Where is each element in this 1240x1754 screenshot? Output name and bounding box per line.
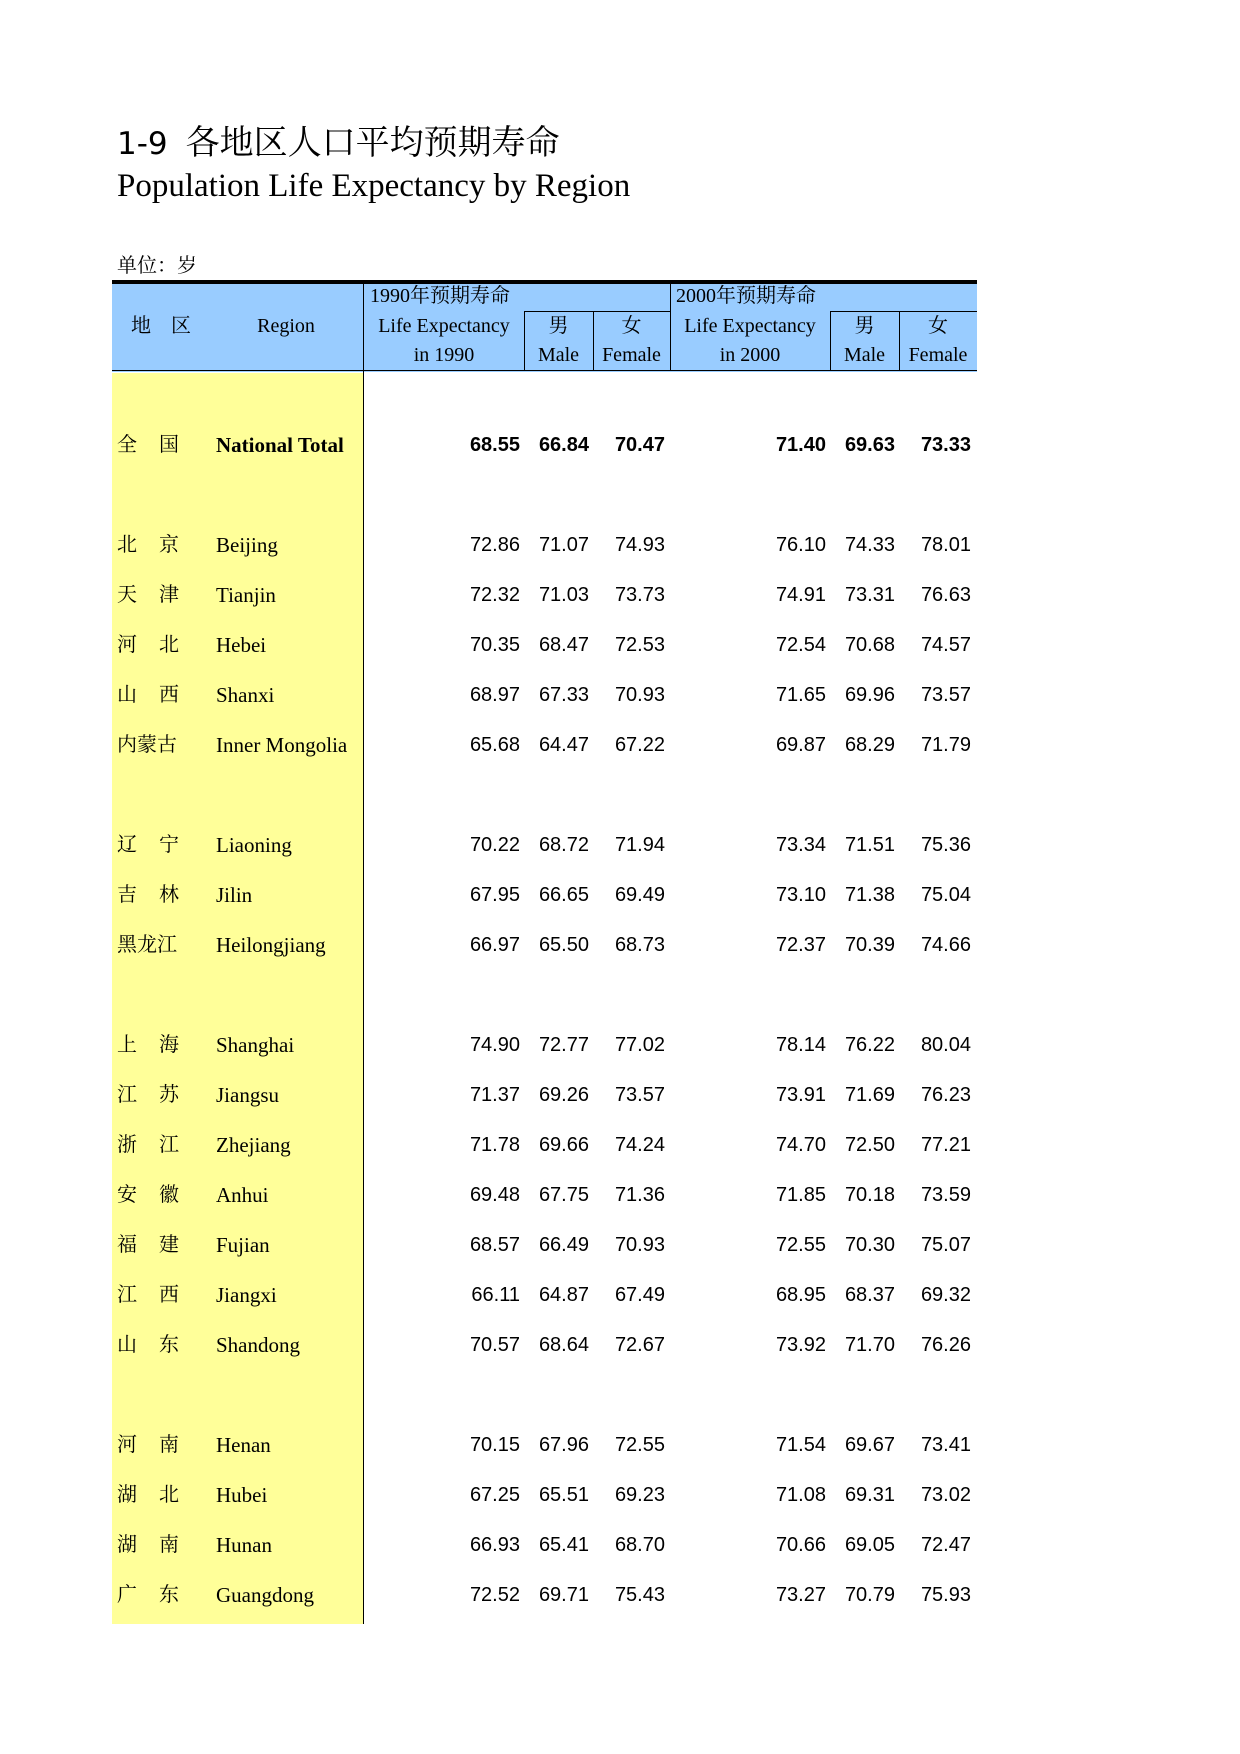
value-le-2000: 72.37 [775, 934, 826, 956]
value-female-1990: 69.23 [614, 1484, 665, 1506]
region-en: Shanghai [216, 1033, 295, 1057]
value-female-2000: 75.93 [920, 1584, 971, 1606]
value-female-2000: 72.47 [920, 1534, 971, 1556]
region-cn: 山 西 [117, 684, 179, 706]
table-row [0, 1180, 1240, 1210]
table-row [0, 630, 1240, 660]
table-row [0, 1580, 1240, 1610]
value-female-2000: 73.59 [920, 1184, 971, 1206]
value-male-1990: 68.47 [538, 634, 589, 656]
region-en: Heilongjiang [216, 933, 326, 957]
value-le-2000: 74.70 [775, 1134, 826, 1156]
header-top-rule [112, 280, 977, 284]
value-le-1990: 71.78 [469, 1134, 520, 1156]
value-male-2000: 69.63 [844, 434, 895, 456]
value-male-1990: 65.41 [538, 1534, 589, 1556]
table-number: 1-9 [117, 126, 168, 162]
value-female-2000: 76.23 [920, 1084, 971, 1106]
region-cn: 浙 江 [117, 1134, 179, 1156]
region-en: Shanxi [216, 683, 275, 707]
value-male-2000: 71.51 [844, 834, 895, 856]
value-female-1990: 72.55 [614, 1434, 665, 1456]
value-female-1990: 77.02 [614, 1034, 665, 1056]
unit-label: 单位：岁 [117, 255, 197, 277]
value-female-2000: 73.41 [920, 1434, 971, 1456]
region-cn: 广 东 [117, 1584, 179, 1606]
value-le-2000: 78.14 [775, 1034, 826, 1056]
value-le-2000: 71.85 [775, 1184, 826, 1206]
value-male-1990: 67.75 [538, 1184, 589, 1206]
header-2000-male-cn: 男 [854, 315, 875, 337]
value-male-2000: 68.29 [844, 734, 895, 756]
header-2000-female-en: Female [908, 344, 968, 366]
table-row [0, 830, 1240, 860]
value-female-1990: 74.93 [614, 534, 665, 556]
value-le-1990: 69.48 [469, 1184, 520, 1206]
value-male-2000: 70.68 [844, 634, 895, 656]
header-1990-in: in 1990 [413, 344, 475, 366]
value-female-1990: 67.49 [614, 1284, 665, 1306]
value-male-2000: 72.50 [844, 1134, 895, 1156]
value-male-1990: 68.72 [538, 834, 589, 856]
subgroup-rule [830, 311, 977, 312]
region-cn: 福 建 [117, 1234, 179, 1256]
region-cn: 吉 林 [117, 884, 179, 906]
value-female-2000: 77.21 [920, 1134, 971, 1156]
region-en: Shandong [216, 1333, 300, 1357]
value-male-1990: 66.65 [538, 884, 589, 906]
value-female-1990: 68.70 [614, 1534, 665, 1556]
value-le-1990: 72.32 [469, 584, 520, 606]
value-female-2000: 75.36 [920, 834, 971, 856]
value-male-1990: 66.49 [538, 1234, 589, 1256]
header-2000-female-cn: 女 [928, 315, 948, 337]
region-cn: 辽 宁 [117, 834, 179, 856]
value-female-2000: 76.63 [920, 584, 971, 606]
region-en: Zhejiang [216, 1133, 291, 1157]
value-le-2000: 74.91 [775, 584, 826, 606]
header-2000-group: 2000年预期寿命 [676, 285, 816, 307]
value-male-2000: 68.37 [844, 1284, 895, 1306]
value-male-1990: 71.03 [538, 584, 589, 606]
page-title [117, 124, 560, 164]
value-female-1990: 75.43 [614, 1584, 665, 1606]
value-le-2000: 73.91 [775, 1084, 826, 1106]
value-female-2000: 69.32 [920, 1284, 971, 1306]
region-cn: 湖 南 [117, 1534, 179, 1556]
table-row [0, 1030, 1240, 1060]
value-le-1990: 67.95 [469, 884, 520, 906]
value-female-2000: 78.01 [920, 534, 971, 556]
value-male-1990: 64.87 [538, 1284, 589, 1306]
value-le-2000: 73.92 [775, 1334, 826, 1356]
value-male-1990: 71.07 [538, 534, 589, 556]
header-bottom-rule [112, 370, 977, 371]
value-male-2000: 70.79 [844, 1584, 895, 1606]
value-male-2000: 70.18 [844, 1184, 895, 1206]
value-male-2000: 73.31 [844, 584, 895, 606]
table-row [0, 580, 1240, 610]
header-1990-male-en: Male [537, 344, 580, 366]
header-1990-group: 1990年预期寿命 [370, 285, 510, 307]
value-le-2000: 72.54 [775, 634, 826, 656]
region-cn: 黑龙江 [117, 934, 177, 956]
region-en: Anhui [216, 1183, 269, 1207]
value-female-1990: 72.53 [614, 634, 665, 656]
value-female-1990: 73.57 [614, 1084, 665, 1106]
region-cn: 山 东 [117, 1334, 179, 1356]
value-male-2000: 74.33 [844, 534, 895, 556]
value-le-2000: 71.54 [775, 1434, 826, 1456]
value-le-1990: 70.22 [469, 834, 520, 856]
region-cn: 全 国 [117, 434, 179, 456]
value-male-2000: 76.22 [844, 1034, 895, 1056]
region-en: Henan [216, 1433, 271, 1457]
region-en: National Total [216, 433, 344, 457]
value-female-1990: 69.49 [614, 884, 665, 906]
region-cn: 内蒙古 [117, 734, 177, 756]
region-cn: 江 西 [117, 1284, 179, 1306]
region-en: Hunan [216, 1533, 272, 1557]
table-row [0, 1430, 1240, 1460]
region-en: Inner Mongolia [216, 733, 348, 757]
value-le-1990: 71.37 [469, 1084, 520, 1106]
region-en: Liaoning [216, 833, 292, 857]
value-male-2000: 69.31 [844, 1484, 895, 1506]
value-le-2000: 73.34 [775, 834, 826, 856]
table-row [0, 1080, 1240, 1110]
value-le-1990: 70.57 [469, 1334, 520, 1356]
value-female-2000: 80.04 [920, 1034, 971, 1056]
value-le-1990: 72.52 [469, 1584, 520, 1606]
value-le-2000: 71.65 [775, 684, 826, 706]
table-row [0, 430, 1240, 460]
value-male-1990: 65.50 [538, 934, 589, 956]
value-le-1990: 68.55 [469, 434, 520, 456]
value-female-2000: 75.07 [920, 1234, 971, 1256]
region-cn: 安 徽 [117, 1184, 179, 1206]
value-female-2000: 74.57 [920, 634, 971, 656]
table-row [0, 1130, 1240, 1160]
value-female-2000: 73.33 [920, 434, 971, 456]
region-cn: 河 南 [117, 1434, 179, 1456]
header-1990-female-en: Female [602, 344, 661, 366]
header-region-cn: 地 区 [131, 315, 191, 337]
region-cn: 江 苏 [117, 1084, 179, 1106]
value-male-1990: 72.77 [538, 1034, 589, 1056]
region-cn: 湖 北 [117, 1484, 179, 1506]
header-1990-le: Life Expectancy [378, 315, 510, 337]
value-le-1990: 65.68 [469, 734, 520, 756]
value-le-1990: 67.25 [469, 1484, 520, 1506]
page-subtitle: Population Life Expectancy by Region [117, 168, 631, 204]
region-en: Jiangxi [216, 1283, 277, 1307]
table-row [0, 1480, 1240, 1510]
region-en: Jiangsu [216, 1083, 279, 1107]
table-row [0, 730, 1240, 760]
value-female-1990: 71.36 [614, 1184, 665, 1206]
value-female-1990: 73.73 [614, 584, 665, 606]
table-row [0, 1280, 1240, 1310]
value-male-1990: 65.51 [538, 1484, 589, 1506]
value-le-1990: 74.90 [469, 1034, 520, 1056]
value-female-2000: 76.26 [920, 1334, 971, 1356]
value-male-2000: 69.05 [844, 1534, 895, 1556]
value-female-2000: 73.02 [920, 1484, 971, 1506]
value-female-2000: 74.66 [920, 934, 971, 956]
value-male-1990: 67.96 [538, 1434, 589, 1456]
value-male-1990: 69.71 [538, 1584, 589, 1606]
table-row [0, 1230, 1240, 1260]
header-2000-le: Life Expectancy [684, 315, 816, 337]
value-le-1990: 68.57 [469, 1234, 520, 1256]
value-female-2000: 75.04 [920, 884, 971, 906]
header-region-en: Region [257, 315, 315, 337]
value-male-2000: 69.67 [844, 1434, 895, 1456]
value-le-1990: 66.93 [469, 1534, 520, 1556]
table-row [0, 1330, 1240, 1360]
title-cn: 各地区人口平均预期寿命 [185, 125, 560, 162]
value-le-1990: 66.11 [471, 1284, 520, 1306]
value-male-2000: 70.39 [844, 934, 895, 956]
header-2000-in: in 2000 [719, 344, 781, 366]
region-en: Hubei [216, 1483, 268, 1507]
value-le-2000: 71.40 [775, 434, 826, 456]
value-le-2000: 71.08 [775, 1484, 826, 1506]
value-male-2000: 69.96 [844, 684, 895, 706]
region-en: Tianjin [216, 583, 276, 607]
value-male-2000: 70.30 [844, 1234, 895, 1256]
value-female-1990: 74.24 [614, 1134, 665, 1156]
value-le-2000: 76.10 [775, 534, 826, 556]
value-female-2000: 73.57 [920, 684, 971, 706]
value-male-2000: 71.38 [844, 884, 895, 906]
value-male-1990: 69.66 [538, 1134, 589, 1156]
header-1990-female-cn: 女 [621, 315, 642, 337]
subgroup-rule [524, 311, 670, 312]
value-le-2000: 72.55 [775, 1234, 826, 1256]
header-1990-male-cn: 男 [548, 315, 569, 337]
value-female-1990: 68.73 [614, 934, 665, 956]
table-row [0, 1530, 1240, 1560]
region-en: Guangdong [216, 1583, 314, 1607]
value-male-1990: 66.84 [538, 434, 589, 456]
region-cn: 天 津 [117, 584, 179, 606]
value-female-1990: 67.22 [614, 734, 665, 756]
value-le-2000: 73.27 [775, 1584, 826, 1606]
value-le-1990: 70.15 [469, 1434, 520, 1456]
region-en: Fujian [216, 1233, 270, 1257]
region-cn: 上 海 [117, 1034, 179, 1056]
value-male-2000: 71.69 [844, 1084, 895, 1106]
value-le-1990: 68.97 [469, 684, 520, 706]
value-female-2000: 71.79 [920, 734, 971, 756]
value-le-1990: 70.35 [469, 634, 520, 656]
value-le-2000: 69.87 [775, 734, 826, 756]
value-female-1990: 72.67 [614, 1334, 665, 1356]
region-en: Beijing [216, 533, 278, 557]
value-female-1990: 70.93 [614, 1234, 665, 1256]
value-le-2000: 73.10 [775, 884, 826, 906]
header-2000-male-en: Male [843, 344, 886, 366]
value-le-1990: 66.97 [469, 934, 520, 956]
value-male-1990: 69.26 [538, 1084, 589, 1106]
region-cn: 北 京 [117, 534, 179, 556]
table-row [0, 680, 1240, 710]
value-female-1990: 71.94 [614, 834, 665, 856]
region-en: Hebei [216, 633, 267, 657]
table-row [0, 880, 1240, 910]
region-en: Jilin [216, 883, 253, 907]
value-le-2000: 68.95 [775, 1284, 826, 1306]
value-male-2000: 71.70 [844, 1334, 895, 1356]
table-row [0, 530, 1240, 560]
value-male-1990: 68.64 [538, 1334, 589, 1356]
value-male-1990: 64.47 [538, 734, 589, 756]
table-row [0, 930, 1240, 960]
value-le-2000: 70.66 [775, 1534, 826, 1556]
value-female-1990: 70.93 [614, 684, 665, 706]
value-male-1990: 67.33 [538, 684, 589, 706]
value-le-1990: 72.86 [469, 534, 520, 556]
region-cn: 河 北 [117, 634, 179, 656]
value-female-1990: 70.47 [614, 434, 665, 456]
